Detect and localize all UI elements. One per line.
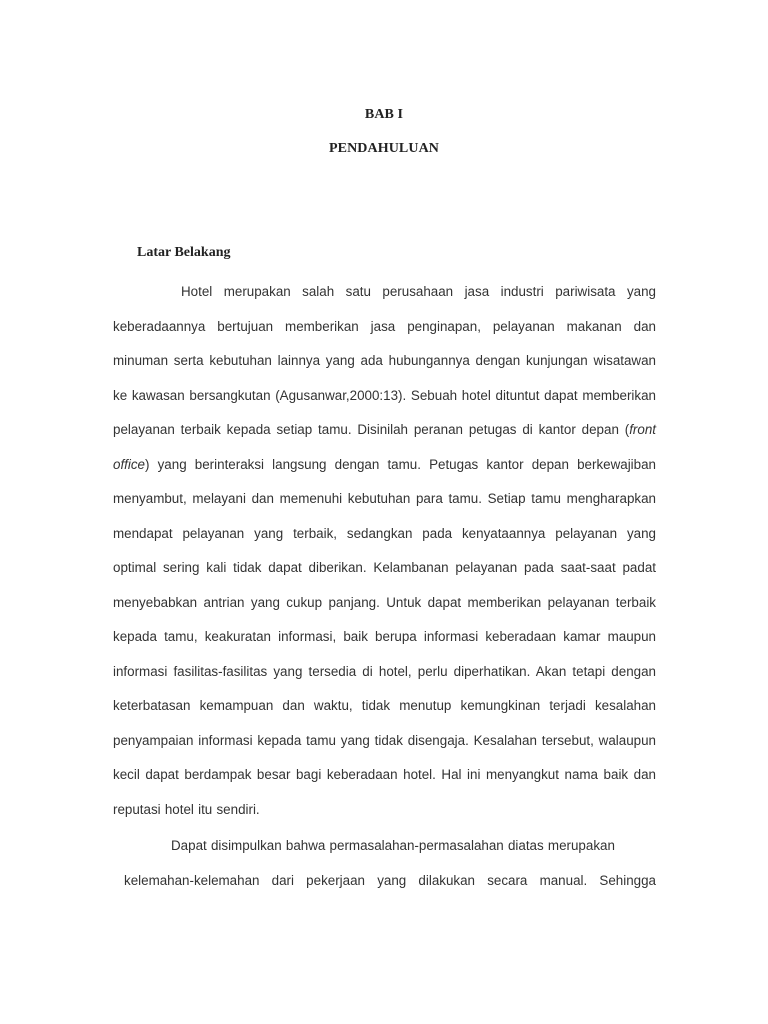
- paragraph-text-part-2: ) yang berinteraksi langsung dengan tamu. Petugas kantor depan berkewajiban menyambut, melayani dan memenuhi kebutuhan para tamu. Setiap tamu mengharapkan mendapat pelayanan yang terbaik, sedangkan pada kenyataannya pelayanan yang optimal sering kali tidak dapat diberikan. Kelambanan pelayanan pada saat-saat padat menyebabkan antrian yang cukup panjang. Untuk dapat memberikan pelayanan terbaik kepada tamu, keakuratan informasi, baik berupa informasi keberadaan kamar maupun informasi fasilitas-fasilitas yang tersedia di hotel, perlu diperhatikan. Akan tetapi dengan keterbatasan kemampuan dan waktu, tidak menutup kemungkinan terjadi kesalahan penyampaian informasi kepada tamu yang tidak disengaja. Kesalahan tersebut, walaupun kecil dapat berdampak besar bagi keberadaan hotel. Hal ini menyangkut nama baik dan reputasi hotel itu sendiri.: [113, 456, 656, 817]
- italic-term: front office: [113, 422, 656, 472]
- chapter-title: PENDAHULUAN: [329, 141, 439, 156]
- paragraph-text-part-1: Hotel merupakan salah satu perusahaan jasa industri pariwisata yang keberadaannya bertujuan memberikan jasa penginapan, pelayanan makanan dan minuman serta kebutuhan lainnya yang ada hubungannya dengan kunjungan wisatawan ke kawasan bersangkutan (Agusanwar,2000:13). Sebuah hotel dituntut dapat memberikan pelayanan terbaik kepada setiap tamu. Disinilah peranan petugas di kantor depan (: [113, 284, 656, 437]
- background-paragraph: [113, 275, 656, 827]
- section-heading: Latar Belakang: [137, 245, 231, 260]
- conclusion-line-2: kelemahan-kelemahan dari pekerjaan yang dilakukan secara manual. Sehingga: [124, 872, 656, 888]
- chapter-label: BAB I: [364, 107, 404, 122]
- conclusion-paragraph: [113, 829, 656, 898]
- conclusion-line-1: Dapat disimpulkan bahwa permasalahan-permasalahan diatas merupakan: [171, 838, 615, 853]
